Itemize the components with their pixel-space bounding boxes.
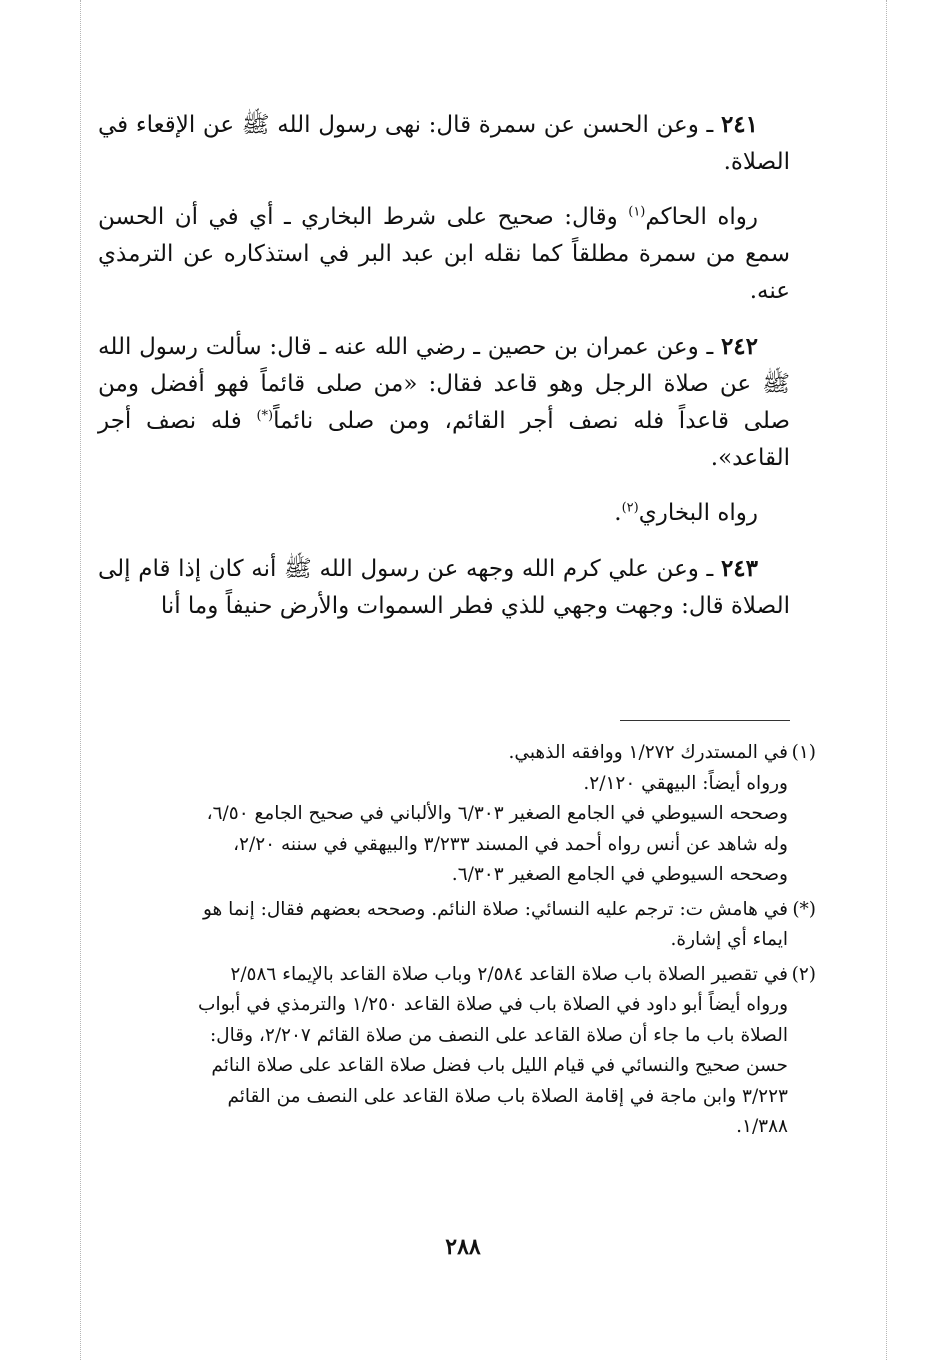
footnote-line: الصلاة باب ما جاء أن صلاة القاعد على النصف من صلاة القائم ٢/٢٠٧، وقال: — [209, 1024, 788, 1046]
left-scan-guide-line — [80, 0, 81, 1360]
footnote-line: في تقصير الصلاة باب صلاة القاعد ٢/٥٨٤ وباب صلاة القاعد بالإيماء ٢/٥٨٦ — [230, 963, 788, 985]
footnote-line: وصححه السيوطي في الجامع الصغير ٦/٣٠٣. — [451, 864, 788, 885]
footnote-reference: (٢) — [621, 500, 639, 516]
hadith-text: فله نصف أجر القاعد». — [98, 408, 790, 471]
footnote-line: وله شاهد عن أنس رواه أحمد في المسند ٣/٢٣٣ والبيهقي في سننه ٢/٢٠، — [233, 833, 788, 855]
narration-source-paragraph — [98, 199, 790, 310]
footnote-reference: (*) — [256, 408, 274, 424]
footnote-line: ورواه أيضاً أبو داود في الصلاة باب في صلاة القاعد ١/٢٥٠ والترمذي في أبواب — [198, 994, 788, 1015]
footnote-line: حسن صحيح والنسائي في قيام الليل باب فضل صلاة القاعد على صلاة النائم — [211, 1055, 788, 1076]
hadith-paragraph-243 — [98, 550, 790, 625]
footnote-star — [98, 895, 816, 956]
hadith-number: ٢٤٢ — [720, 333, 758, 360]
footnotes-section — [98, 738, 816, 1147]
footnote-line: في المستدرك ١/٢٧٢ ووافقه الذهبي. — [508, 742, 788, 763]
hadith-text: ـ وعن عمران بن حصين ـ رضي الله عنه ـ قال: سألت رسول الله ﷺ عن صلاة الرجل وهو قاعد فقال: «من صلى قائماً فهو أفضل ومن صلى قاعداً فله نصف أجر القائم، ومن صلى نائماً — [98, 334, 790, 434]
page-number: ٢٨٨ — [445, 1234, 481, 1260]
footnote-marker: (*) — [792, 898, 816, 920]
footnote-2 — [98, 960, 816, 1143]
footnote-body — [98, 960, 788, 1143]
footnote-line: ١/٣٨٨. — [736, 1116, 788, 1137]
main-text-body — [98, 106, 790, 625]
narration-source-text: . — [614, 500, 622, 526]
narration-source-text: وقال: صحيح على شرط البخاري ـ أي في أن الحسن سمع من سمرة مطلقاً كما نقله ابن عبد البر في استذكاره عن الترمذي عنه. — [98, 204, 790, 304]
narration-source-text: رواه الحاكم — [645, 204, 758, 230]
hadith-text: ـ وعن الحسن عن سمرة قال: نهى رسول الله ﷺ عن الإقعاء في الصلاة. — [98, 112, 790, 175]
footnote-1 — [98, 738, 816, 891]
footnote-body — [98, 738, 788, 891]
hadith-number: ٢٤٣ — [720, 555, 758, 582]
footnote-reference: (١) — [628, 204, 646, 220]
right-scan-guide-line — [886, 0, 887, 1360]
footnote-marker: (٢) — [791, 963, 816, 985]
footnote-line: في هامش ت: ترجم عليه النسائي: صلاة النائم. وصححه بعضهم فقال: إنما هو — [202, 898, 788, 920]
hadith-text: ـ وعن علي كرم الله وجهه عن رسول الله ﷺ أنه كان إذا قام إلى الصلاة قال: وجهت وجهي للذي فطر السموات والأرض حنيفاً وما أنا — [98, 556, 790, 619]
footnote-line: ورواه أيضاً: البيهقي ٢/١٢٠. — [583, 772, 788, 794]
hadith-paragraph-242 — [98, 328, 790, 477]
narration-source-paragraph — [98, 495, 790, 532]
narration-source-text: رواه البخاري — [638, 500, 758, 526]
footnote-line: ٣/٢٢٣ وابن ماجة في إقامة الصلاة باب صلاة القاعد على النصف من القائم — [227, 1085, 788, 1107]
footnote-line: وصححه السيوطي في الجامع الصغير ٦/٣٠٣ والألباني في صحيح الجامع ٦/٥٠، — [206, 803, 788, 824]
footnote-separator-line — [620, 720, 790, 721]
footnote-line: ايماء أي إشارة. — [670, 929, 788, 950]
hadith-number: ٢٤١ — [720, 111, 758, 138]
footnote-body — [98, 895, 788, 956]
footnote-marker: (١) — [791, 742, 816, 763]
hadith-paragraph-241 — [98, 106, 790, 181]
